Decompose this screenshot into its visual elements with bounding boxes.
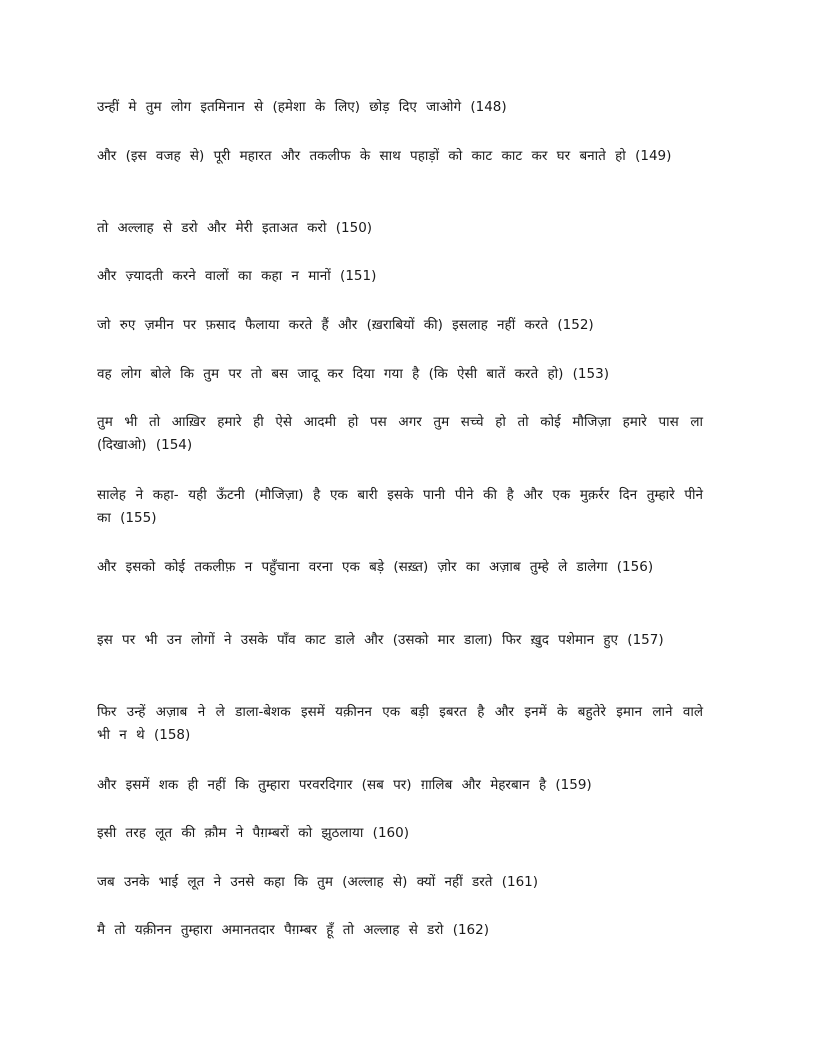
verse-156: और इसको कोई तकलीफ़ न पहुँचाना वरना एक बड़े (सख़्त) ज़ोर का अज़ाब तुम्हे ले डालेगा (156) <box>97 559 654 575</box>
verse-160: इसी तरह लूत की क़ौम ने पैग़म्बरों को झुठलाया (160) <box>97 825 409 841</box>
verse-151: और ज़्यादती करने वालों का कहा न मानों (151) <box>97 268 377 284</box>
verse-152: जो रुए ज़मीन पर फ़साद फैलाया करते हैं और (ख़राबियों की) इसलाह नहीं करते (152) <box>97 317 594 333</box>
verse-158: फिर उन्हें अज़ाब ने ले डाला-बेशक इसमें यक़ीनन एक बड़ी इबरत है और इनमें के बहुतेरे इमान लाने वाले भी न थे (158) <box>97 704 703 743</box>
verse-153: वह लोग बोले कि तुम पर तो बस जादू कर दिया गया है (कि ऐसी बातें करते हो) (153) <box>97 366 609 382</box>
verse-157: इस पर भी उन लोगों ने उसके पाँव काट डाले और (उसको मार डाला) फिर ख़ुद पशेमान हुए (157) <box>97 632 664 648</box>
verse-149: और (इस वजह से) पूरी महारत और तकलीफ के साथ पहाड़ों को काट काट कर घर बनाते हो (149) <box>97 148 672 164</box>
verse-150: तो अल्लाह से डरो और मेरी इताअत करो (150) <box>97 220 373 236</box>
verse-148: उन्हीं मे तुम लोग इतमिनान से (हमेशा के लिए) छोड़ दिए जाओगे (148) <box>97 99 507 115</box>
verse-159: और इसमें शक ही नहीं कि तुम्हारा परवरदिगार (सब पर) ग़ालिब और मेहरबान है (159) <box>97 777 592 793</box>
verse-154: तुम भी तो आख़िर हमारे ही ऐसे आदमी हो पस अगर तुम सच्चे हो तो कोई मौजिज़ा हमारे पास ला (दिखाओ) (154) <box>97 414 703 453</box>
verse-161: जब उनके भाई लूत ने उनसे कहा कि तुम (अल्लाह से) क्यों नहीं डरते (161) <box>97 874 539 890</box>
verse-162: मै तो यक़ीनन तुम्हारा अमानतदार पैग़म्बर हूँ तो अल्लाह से डरो (162) <box>97 922 489 938</box>
verse-155: सालेह ने कहा- यही ऊँटनी (मौजिज़ा) है एक बारी इसके पानी पीने की है और एक मुक़र्रर दिन तुम्हारे पीने का (155) <box>97 487 703 526</box>
